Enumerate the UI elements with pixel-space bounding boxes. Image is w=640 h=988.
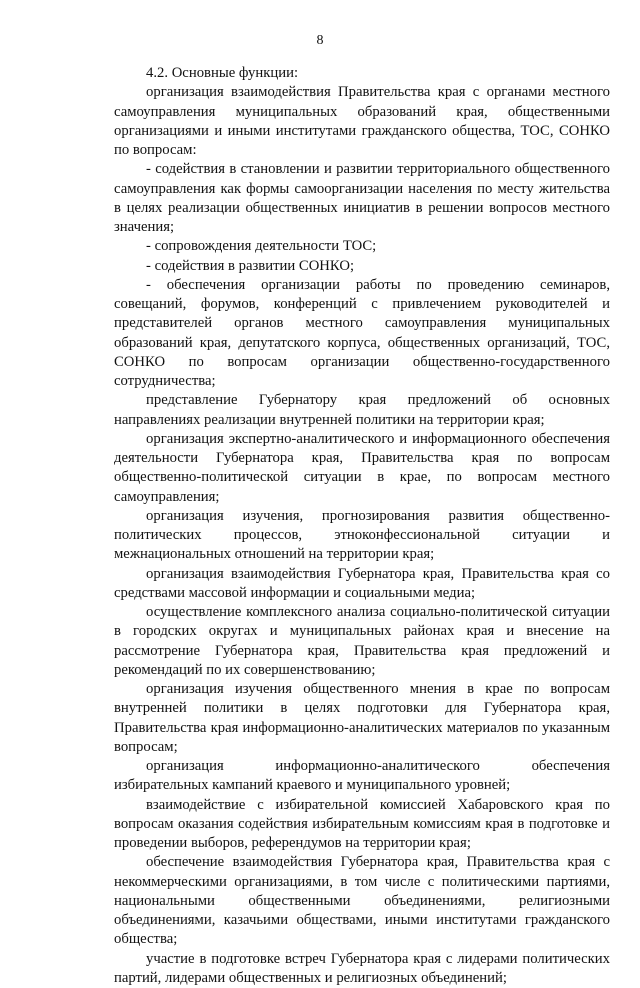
paragraph: обеспечение взаимодействия Губернатора края, Правительства края с некоммерческими организациями, в том числе с политическими партиями, национальными общественными объединениями, религиозными объединениями, казачьими обществами, иными институтами гражданского общества; <box>114 853 610 949</box>
paragraph: организация изучения общественного мнения в крае по вопросам внутренней политики в целях подготовки для Губернатора края, Правительства края информационно-аналитических материалов по указанным вопросам; <box>114 680 610 757</box>
paragraph: представление Губернатору края предложений об основных направлениях реализации внутренней политики на территории края; <box>114 391 610 430</box>
list-item: - обеспечения организации работы по проведению семинаров, совещаний, форумов, конференций с привлечением руководителей и представителей органов местного самоуправления муниципальных образований края, депутатского корпуса, общественных организаций, ТОС, СОНКО по вопросам организации общественно-государственного сотрудничества; <box>114 276 610 392</box>
list-item: - содействия в развитии СОНКО; <box>114 257 610 276</box>
paragraph: организация изучения, прогнозирования развития общественно-политических процессов, этноконфессиональной ситуации и межнациональных отношений на территории края; <box>114 507 610 565</box>
page-number: 8 <box>0 33 640 49</box>
paragraph: участие в подготовке встреч Губернатора края с лидерами политических партий, лидерами общественных и религиозных объединений; <box>114 950 610 988</box>
list-item: - сопровождения деятельности ТОС; <box>114 237 610 256</box>
paragraph: организация информационно-аналитического обеспечения избирательных кампаний краевого и муниципального уровней; <box>114 757 610 796</box>
paragraph: организация экспертно-аналитического и информационного обеспечения деятельности Губернатора края, Правительства края по вопросам общественно-политической ситуации в крае, по вопросам местного самоуправления; <box>114 430 610 507</box>
document-body <box>114 64 610 988</box>
paragraph: взаимодействие с избирательной комиссией Хабаровского края по вопросам оказания содействия избирательным комиссиям края в подготовке и проведении выборов, референдумов на территории края; <box>114 796 610 854</box>
paragraph: организация взаимодействия Губернатора края, Правительства края со средствами массовой информации и социальными медиа; <box>114 565 610 604</box>
paragraph: организация взаимодействия Правительства края с органами местного самоуправления муниципальных образований края, общественными организациями и иными институтами гражданского общества, ТОС, СОНКО по вопросам: <box>114 83 610 160</box>
list-item: - содействия в становлении и развитии территориального общественного самоуправления как формы самоорганизации населения по месту жительства в целях реализации общественных инициатив в решении вопросов местного значения; <box>114 160 610 237</box>
section-heading: 4.2. Основные функции: <box>114 64 610 83</box>
paragraph: осуществление комплексного анализа социально-политической ситуации в городских округах и муниципальных районах края и внесение на рассмотрение Губернатора края, Правительства края предложений и рекомендаций по их совершенствованию; <box>114 603 610 680</box>
